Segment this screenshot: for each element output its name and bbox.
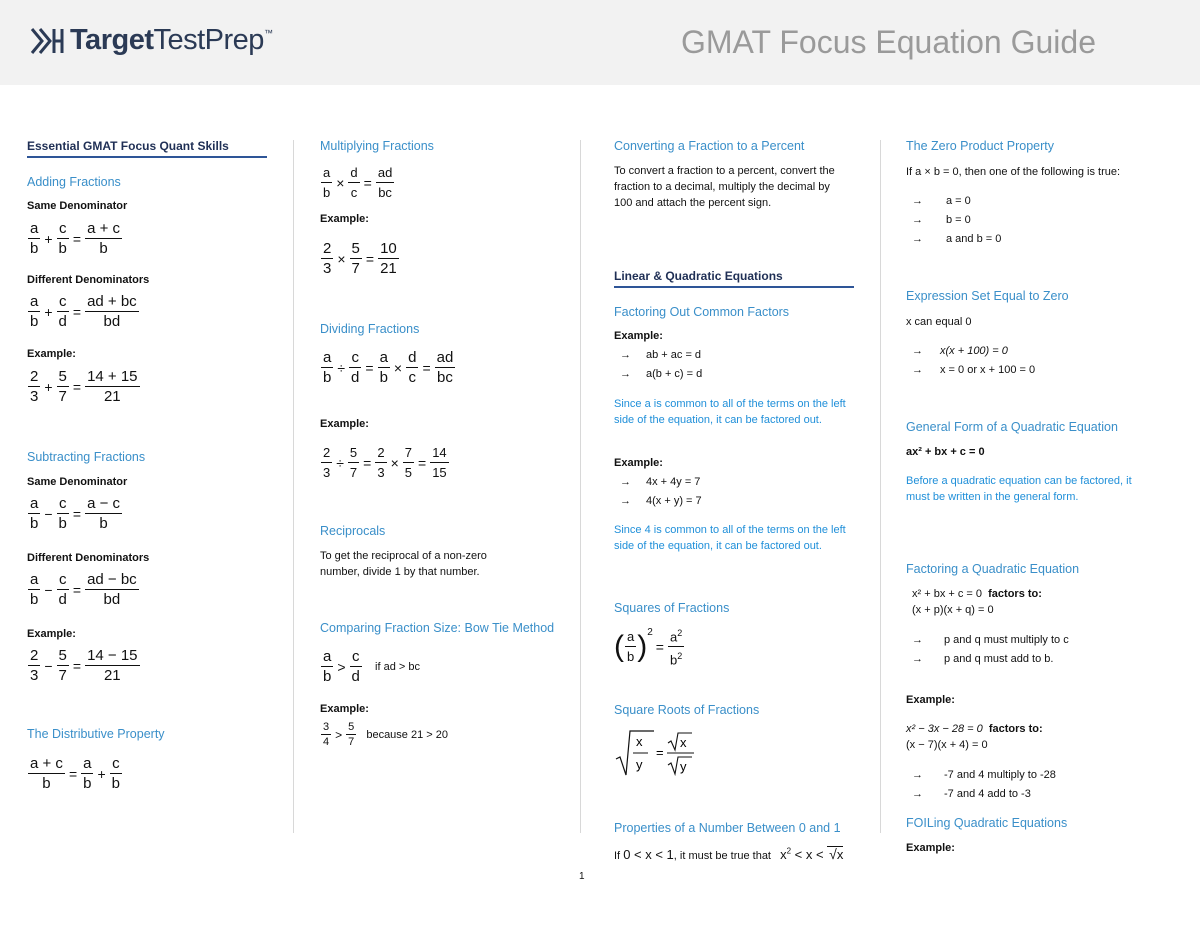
example-label: Example:: [614, 330, 663, 342]
general-form-title: General Form of a Quadratic Equation: [906, 420, 1118, 434]
fraction-to-percent-title: Converting a Fraction to a Percent: [614, 139, 805, 153]
square-roots-title: Square Roots of Fractions: [614, 703, 760, 717]
general-form-equation: ax² + bx + c = 0: [906, 446, 985, 458]
reciprocals-text: To get the reciprocal of a non-zero number, divide 1 by that number.: [320, 550, 487, 578]
factoring-step: → a(b + c) = d: [620, 368, 703, 380]
example-label: Example:: [320, 418, 369, 430]
squares-of-fractions-title: Squares of Fractions: [614, 601, 730, 615]
squares-formula: ( $\frac{a}{b}$ )$^2$= $\frac{a^2}{b^2}$: [614, 624, 685, 670]
quadratic-example-step: → -7 and 4 add to -3: [912, 788, 1031, 800]
svg-text:=: =: [656, 745, 664, 760]
quadratic-example-equation: x² − 3x − 28 = 0 factors to:: [906, 723, 1043, 735]
factoring-quadratic-factored: (x + p)(x + q) = 0: [912, 604, 994, 616]
expression-step: → x(x + 100) = 0: [912, 345, 1008, 357]
multiply-formula: $\frac{a}{b}$ × $\frac{d}{c}$ = $\frac{ad}{bc}$: [323, 165, 393, 200]
subtract-different-denominator-formula: $\frac{a}{b}$ − $\frac{c}{d}$ = $\frac{ad - bc}{bd}$: [30, 571, 137, 608]
page-number: 1: [579, 871, 585, 882]
section-heading-linear-quadratic: Linear & Quadratic Equations: [614, 269, 854, 288]
arrow-right-icon: →: [620, 476, 631, 488]
logo-wordmark: TargetTestPrep™: [70, 24, 273, 56]
subtracting-fractions-title: Subtracting Fractions: [27, 450, 146, 464]
bow-tie-method-title: Comparing Fraction Size: Bow Tie Method: [320, 621, 555, 635]
arrow-right-icon: →: [912, 769, 923, 781]
subtract-same-denominator-formula: $\frac{a}{b}$ − $\frac{c}{b}$ = $\frac{a - c}{b}$: [30, 495, 120, 532]
different-denominators-label: Different Denominators: [27, 552, 150, 564]
distributive-formula: $\frac{a + c}{b}$ = $\frac{a}{b}$ + $\frac{c}{b}$: [30, 755, 120, 792]
bow-tie-condition: if ad > bc: [375, 660, 420, 673]
factoring-step: → 4x + 4y = 7: [620, 476, 701, 488]
dividing-fractions-title: Dividing Fractions: [320, 322, 420, 336]
adding-fractions-title: Adding Fractions: [27, 175, 121, 189]
square-roots-formula: [614, 729, 710, 777]
add-example-formula: $\frac{2}{3}$ + $\frac{5}{7}$ = $\frac{14 + 15}{21}$: [30, 368, 138, 405]
arrow-right-icon: →: [620, 368, 631, 380]
factoring-quadratic-title: Factoring a Quadratic Equation: [906, 562, 1080, 576]
foiling-title: FOILing Quadratic Equations: [906, 816, 1068, 830]
bow-tie-formula: $\frac{a}{b}$ > $\frac{c}{d}$ if ad > bc: [323, 648, 420, 685]
same-denominator-label: Same Denominator: [27, 476, 128, 488]
zero-product-title: The Zero Product Property: [906, 139, 1054, 153]
arrow-right-icon: →: [912, 653, 923, 665]
svg-text:x: x: [636, 734, 643, 749]
brand-logo: [30, 24, 272, 57]
svg-text:y: y: [680, 759, 687, 774]
add-same-denominator-formula: $\frac{a}{b}$ + $\frac{c}{b}$ = $\frac{a + c}{b}$: [30, 220, 120, 257]
fraction-to-percent-text: To convert a fraction to a percent, convert the fraction to a decimal, multiply the decimal by 100 and attach the percent sign.: [614, 165, 835, 209]
divide-example-formula: $\frac{2}{3}$ ÷ $\frac{5}{7}$ = $\frac{2}{3}$ × $\frac{7}{5}$ = $\frac{14}{15}$: [323, 445, 447, 480]
different-denominators-label: Different Denominators: [27, 274, 150, 286]
sqrt-symbol-icon: [614, 729, 710, 777]
arrow-right-icon: →: [912, 233, 923, 245]
zero-product-case: → b = 0: [912, 214, 971, 226]
column-divider: [293, 140, 294, 833]
page-title: GMAT Focus Equation Guide: [680, 24, 1096, 60]
reciprocals-title: Reciprocals: [320, 524, 386, 538]
arrow-right-icon: →: [912, 195, 923, 207]
arrow-right-icon: →: [912, 634, 923, 646]
arrow-right-icon: →: [912, 214, 923, 226]
quadratic-example-step: → -7 and 4 multiply to -28: [912, 769, 1056, 781]
example-label: Example:: [906, 842, 955, 854]
example-label: Example:: [320, 213, 369, 225]
subtract-example-formula: $\frac{2}{3}$ − $\frac{5}{7}$ = $\frac{14 - 15}{21}$: [30, 647, 138, 684]
same-denominator-label: Same Denominator: [27, 200, 128, 212]
page-header: [0, 0, 1200, 85]
section-heading-quant-skills: Essential GMAT Focus Quant Skills: [27, 139, 267, 158]
expression-equal-zero-text: x can equal 0: [906, 316, 972, 328]
expression-step: → x = 0 or x + 100 = 0: [912, 364, 1036, 376]
multiply-example-formula: $\frac{2}{3}$ × $\frac{5}{7}$ = $\frac{10}{21}$: [323, 240, 397, 277]
multiplying-fractions-title: Multiplying Fractions: [320, 139, 434, 153]
zero-product-case: → a and b = 0: [912, 233, 1002, 245]
add-different-denominator-formula: $\frac{a}{b}$ + $\frac{c}{d}$ = $\frac{ad + bc}{bd}$: [30, 293, 137, 330]
zero-product-text: If a × b = 0, then one of the following is true:: [906, 166, 1121, 178]
quadratic-example-factored: (x − 7)(x + 4) = 0: [906, 739, 988, 751]
number-between-0-and-1-title: Properties of a Number Between 0 and 1: [614, 821, 841, 835]
arrow-right-icon: →: [620, 349, 631, 361]
factoring-quadratic-equation: x² + bx + c = 0 factors to:: [912, 588, 1042, 600]
divide-formula: $\frac{a}{b}$ ÷ $\frac{c}{d}$ = $\frac{a}{b}$ × $\frac{d}{c}$ = $\frac{ad}{bc}$: [323, 349, 454, 386]
column-divider: [580, 140, 581, 833]
factoring-step: → ab + ac = d: [620, 349, 702, 361]
example-label: Example:: [27, 348, 76, 360]
example-label: Example:: [906, 694, 955, 706]
bow-tie-example: $\frac{3}{4}$ > $\frac{5}{7}$ because 21 > 20: [323, 721, 448, 748]
factoring-note: Since a is common to all of the terms on the left side of the equation, it can be factored out.: [614, 398, 846, 426]
column-divider: [880, 140, 881, 833]
arrow-right-icon: →: [912, 364, 923, 376]
factoring-rule: → p and q must multiply to c: [912, 634, 1069, 646]
logo-mark-icon: [30, 26, 64, 56]
distributive-property-title: The Distributive Property: [27, 727, 165, 741]
number-between-formula: If 0 < x < 1, it must be true that $x^2 < x < √x$: [614, 846, 844, 862]
example-label: Example:: [320, 703, 369, 715]
example-label: Example:: [614, 457, 663, 469]
arrow-right-icon: →: [620, 495, 631, 507]
example-label: Example:: [27, 628, 76, 640]
factoring-rule: → p and q must add to b.: [912, 653, 1054, 665]
factoring-note: Since 4 is common to all of the terms on the left side of the equation, it can be factored out.: [614, 524, 846, 552]
factoring-out-title: Factoring Out Common Factors: [614, 305, 790, 319]
zero-product-case: → a = 0: [912, 195, 971, 207]
svg-text:y: y: [636, 757, 643, 772]
bow-tie-because: because 21 > 20: [366, 728, 448, 741]
general-form-note: Before a quadratic equation can be factored, it must be written in the general form.: [906, 475, 1132, 503]
factoring-step: → 4(x + y) = 7: [620, 495, 702, 507]
arrow-right-icon: →: [912, 788, 923, 800]
expression-equal-zero-title: Expression Set Equal to Zero: [906, 289, 1069, 303]
arrow-right-icon: →: [912, 345, 923, 357]
svg-text:x: x: [680, 735, 687, 750]
